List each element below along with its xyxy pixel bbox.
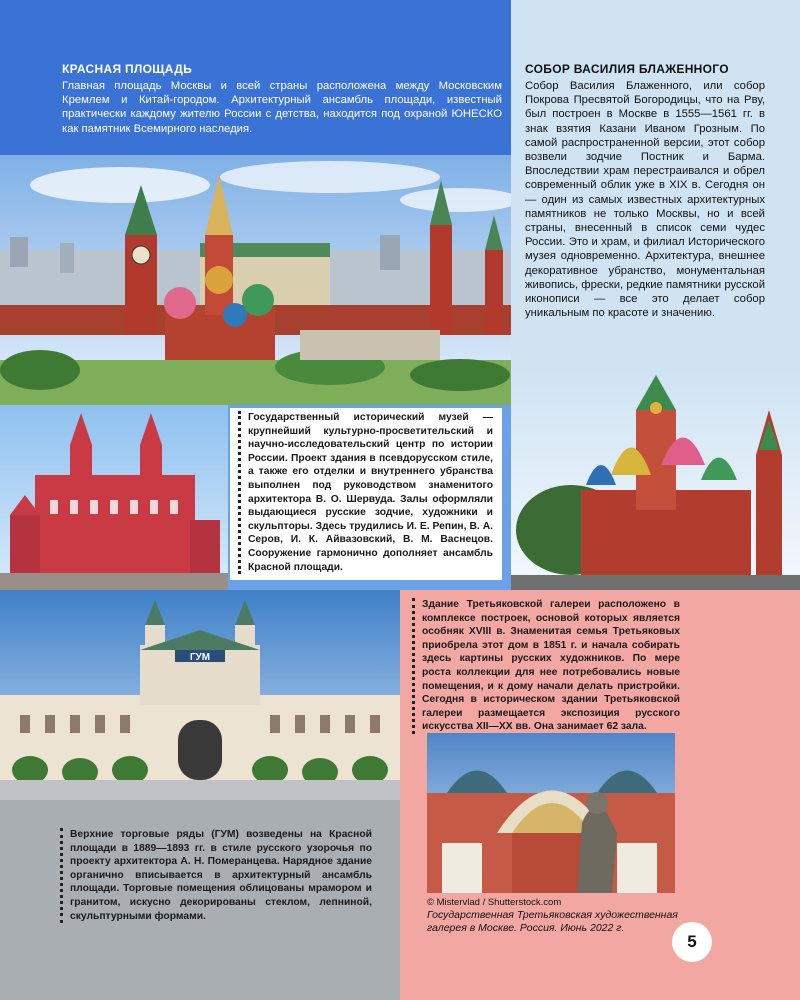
- basil-cathedral-title: СОБОР ВАСИЛИЯ БЛАЖЕННОГО: [525, 62, 729, 76]
- red-square-photo: [0, 155, 511, 405]
- photo-caption: Государственная Третьяковская художественная галерея в Москве. Россия. Июнь 2022 г.: [427, 909, 678, 934]
- historical-museum-text: Государственный исторический музей — крупнейший культурно-просветительский и научно-исследовательский центр по истории России. Проект здания в псевдорусском стиле, а также его отделки и внутреннего убранства выполнен под руководством знаменитого архитектора В. О. Шервуда. Залы оформляли выдающиеся русские зодчие, художники и скульпторы. Здесь трудились И. Е. Репин, В. А. Серов, И. К. Айвазовский, В. М. Васнецов. Сооружение гармонично дополняет ансамбль Красной площади.: [238, 411, 493, 574]
- gum-text: Верхние торговые ряды (ГУМ) возведены на Красной площади в 1889—1893 гг. в стиле русского узорочья по проекту архитектора А. Н. Померанцева. Нарядное здание органично вписывается в архитектурный ансамбль площади. Торговые помещения облицованы мрамором и гранитом, искусно декорированы стеклом, лепниной, скульптурными формами.: [60, 828, 372, 923]
- page-number: 5: [672, 922, 712, 962]
- red-square-text: Главная площадь Москвы и всей страны расположена между Московским Кремлем и Китай-городом. Архитектурный ансамбль площади, известный практически каждому жителю России с детства, находится под охраной ЮНЕСКО как памятник Всемирного наследия.: [62, 80, 502, 135]
- tretyakov-gallery-photo: [427, 733, 675, 893]
- basil-cathedral-text: Собор Василия Блаженного, или собор Покрова Пресвятой Богородицы, что на Рву, был построен в Москве в 1555—1561 гг. в знак взятия Казани Иваном Грозным. По самой распространенной версии, этот собор возвели зодчие Постник и Барма. Впоследствии храм перестраивался и обрел современный облик уже в XIX в. Сегодня он — один из самых известных архитектурных памятников не только Москвы, но и всей страны, внесенный в список семи чудес России. Это и храм, и филиал Исторического музея одновременно. Архитектура, внешнее декоративное убранство, монументальная живопись, фрески, редкие памятники русской иконописи — все это делает собор уникальным по красоте и значению.: [525, 80, 765, 320]
- tretyakov-gallery-text: Здание Третьяковской галереи расположено в комплексе построек, основой которых является особняк XVIII в. Знаменитая семья Третьяковых приобрела этот дом в 1851 г. и начала собирать здесь картины русских художников. По мере роста коллекции для нее потребовались новые помещения, и к дому начали делать пристройки. Сегодня в историческом здании Третьяковской галереи размещается экспозиция русского искусства XII—XX вв. Она занимает 62 зала.: [412, 598, 680, 734]
- gum-sign: ГУМ: [189, 652, 211, 663]
- basil-cathedral-photo: [511, 370, 800, 590]
- photo-credit: © Mistervlad / Shutterstock.com: [427, 897, 562, 908]
- historical-museum-photo: [0, 405, 228, 590]
- gum-photo: [0, 590, 400, 800]
- red-square-title: КРАСНАЯ ПЛОЩАДЬ: [62, 62, 192, 76]
